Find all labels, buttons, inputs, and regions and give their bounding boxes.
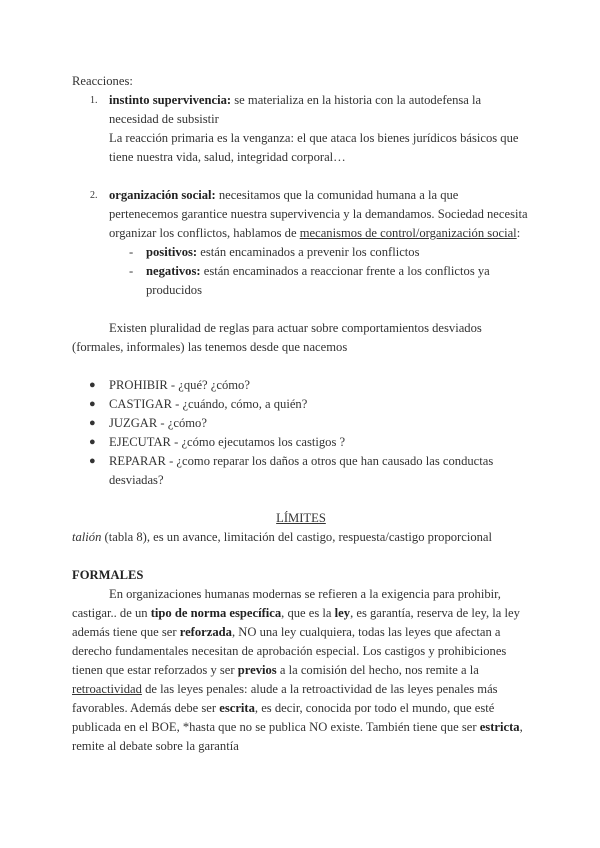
paragraph-reglas: Existen pluralidad de reglas para actuar sobre comportamientos desviados (formales, informales) las tenemos desde que nacemos xyxy=(72,321,482,354)
bullet-icon: ● xyxy=(89,417,96,429)
item-term: instinto supervivencia: xyxy=(109,93,232,107)
dash-list xyxy=(109,243,530,300)
underlined-term: mecanismos de control/organización social xyxy=(299,226,517,240)
list-item: - positivos: están encaminados a prevenir los conflictos xyxy=(109,243,530,262)
formales-paragraph: En organizaciones humanas modernas se refieren a la exigencia para prohibir, castigar.. de un tipo de norma específica, que es la ley, es garantía, reserva de ley, la ley además tiene que ser reforzada, NO una ley cualquiera, todas las leyes que afectan a derecho fundamentales necesitan de aprobación especial. Los castigos y prohibiciones tienen que estar reforzados y ser previos a la comisión del hecho, nos remite a la retroactividad de las leyes penales: alude a la retroactividad de las leyes penales más favorables. Además debe ser escrita, es decir, conocida por todo el mundo, que esté publicada en el BOE, *hasta que no se publica NO existe. También tiene que ser estricta, remite al debate sobre la garantía xyxy=(72,587,523,753)
dash-marker: - xyxy=(129,264,134,278)
underlined-term: retroactividad xyxy=(72,682,142,696)
limites-title: LÍMITES xyxy=(276,511,326,525)
numbered-list-2 xyxy=(72,186,530,300)
list-item: ● EJECUTAR - ¿cómo ejecutamos los castigos ? xyxy=(72,433,530,452)
list-item: ● REPARAR - ¿como reparar los daños a otros que han causado las conductas desviadas? xyxy=(89,454,494,487)
list-marker: 1. xyxy=(90,95,98,106)
talion-term: talión xyxy=(72,530,102,544)
list-item xyxy=(72,186,530,300)
item-text: organización social: necesitamos que la comunidad humana a la que pertenecemos garantice nuestra supervivencia y la demandamos. Sociedad necesita organizar los conflictos, hablamos de mecanismos de control/organización social: xyxy=(109,188,528,240)
bullet-list xyxy=(72,376,530,490)
section-heading: Reacciones: xyxy=(72,74,133,88)
talion-paragraph: talión (tabla 8), es un avance, limitación del castigo, respuesta/castigo proporcional xyxy=(72,530,493,544)
list-item: - negativos: están encaminados a reaccionar frente a los conflictos ya producidos xyxy=(129,264,490,297)
list-marker: 2. xyxy=(90,190,98,201)
document-page xyxy=(72,72,530,756)
list-item: ● PROHIBIR - ¿qué? ¿cómo? xyxy=(72,376,530,395)
item-extra: La reacción primaria es la venganza: el que ataca los bienes jurídicos básicos que tiene nuestra vida, salud, integridad corporal… xyxy=(109,131,519,164)
bullet-icon: ● xyxy=(89,436,96,448)
list-item: ● CASTIGAR - ¿cuándo, cómo, a quién? xyxy=(72,395,530,414)
item-term: positivos: xyxy=(146,245,198,259)
bullet-icon: ● xyxy=(89,398,96,410)
dash-marker: - xyxy=(129,245,134,259)
list-item: ● JUZGAR - ¿cómo? xyxy=(72,414,530,433)
formales-title: FORMALES xyxy=(72,568,144,582)
bullet-icon: ● xyxy=(89,379,96,391)
list-item xyxy=(72,91,530,167)
bullet-icon: ● xyxy=(89,455,96,467)
numbered-list xyxy=(72,91,530,167)
item-text: instinto supervivencia: se materializa en la historia con la autodefensa la necesidad de subsistir xyxy=(109,93,482,126)
item-term: negativos: xyxy=(146,264,201,278)
item-term: organización social: xyxy=(109,188,216,202)
